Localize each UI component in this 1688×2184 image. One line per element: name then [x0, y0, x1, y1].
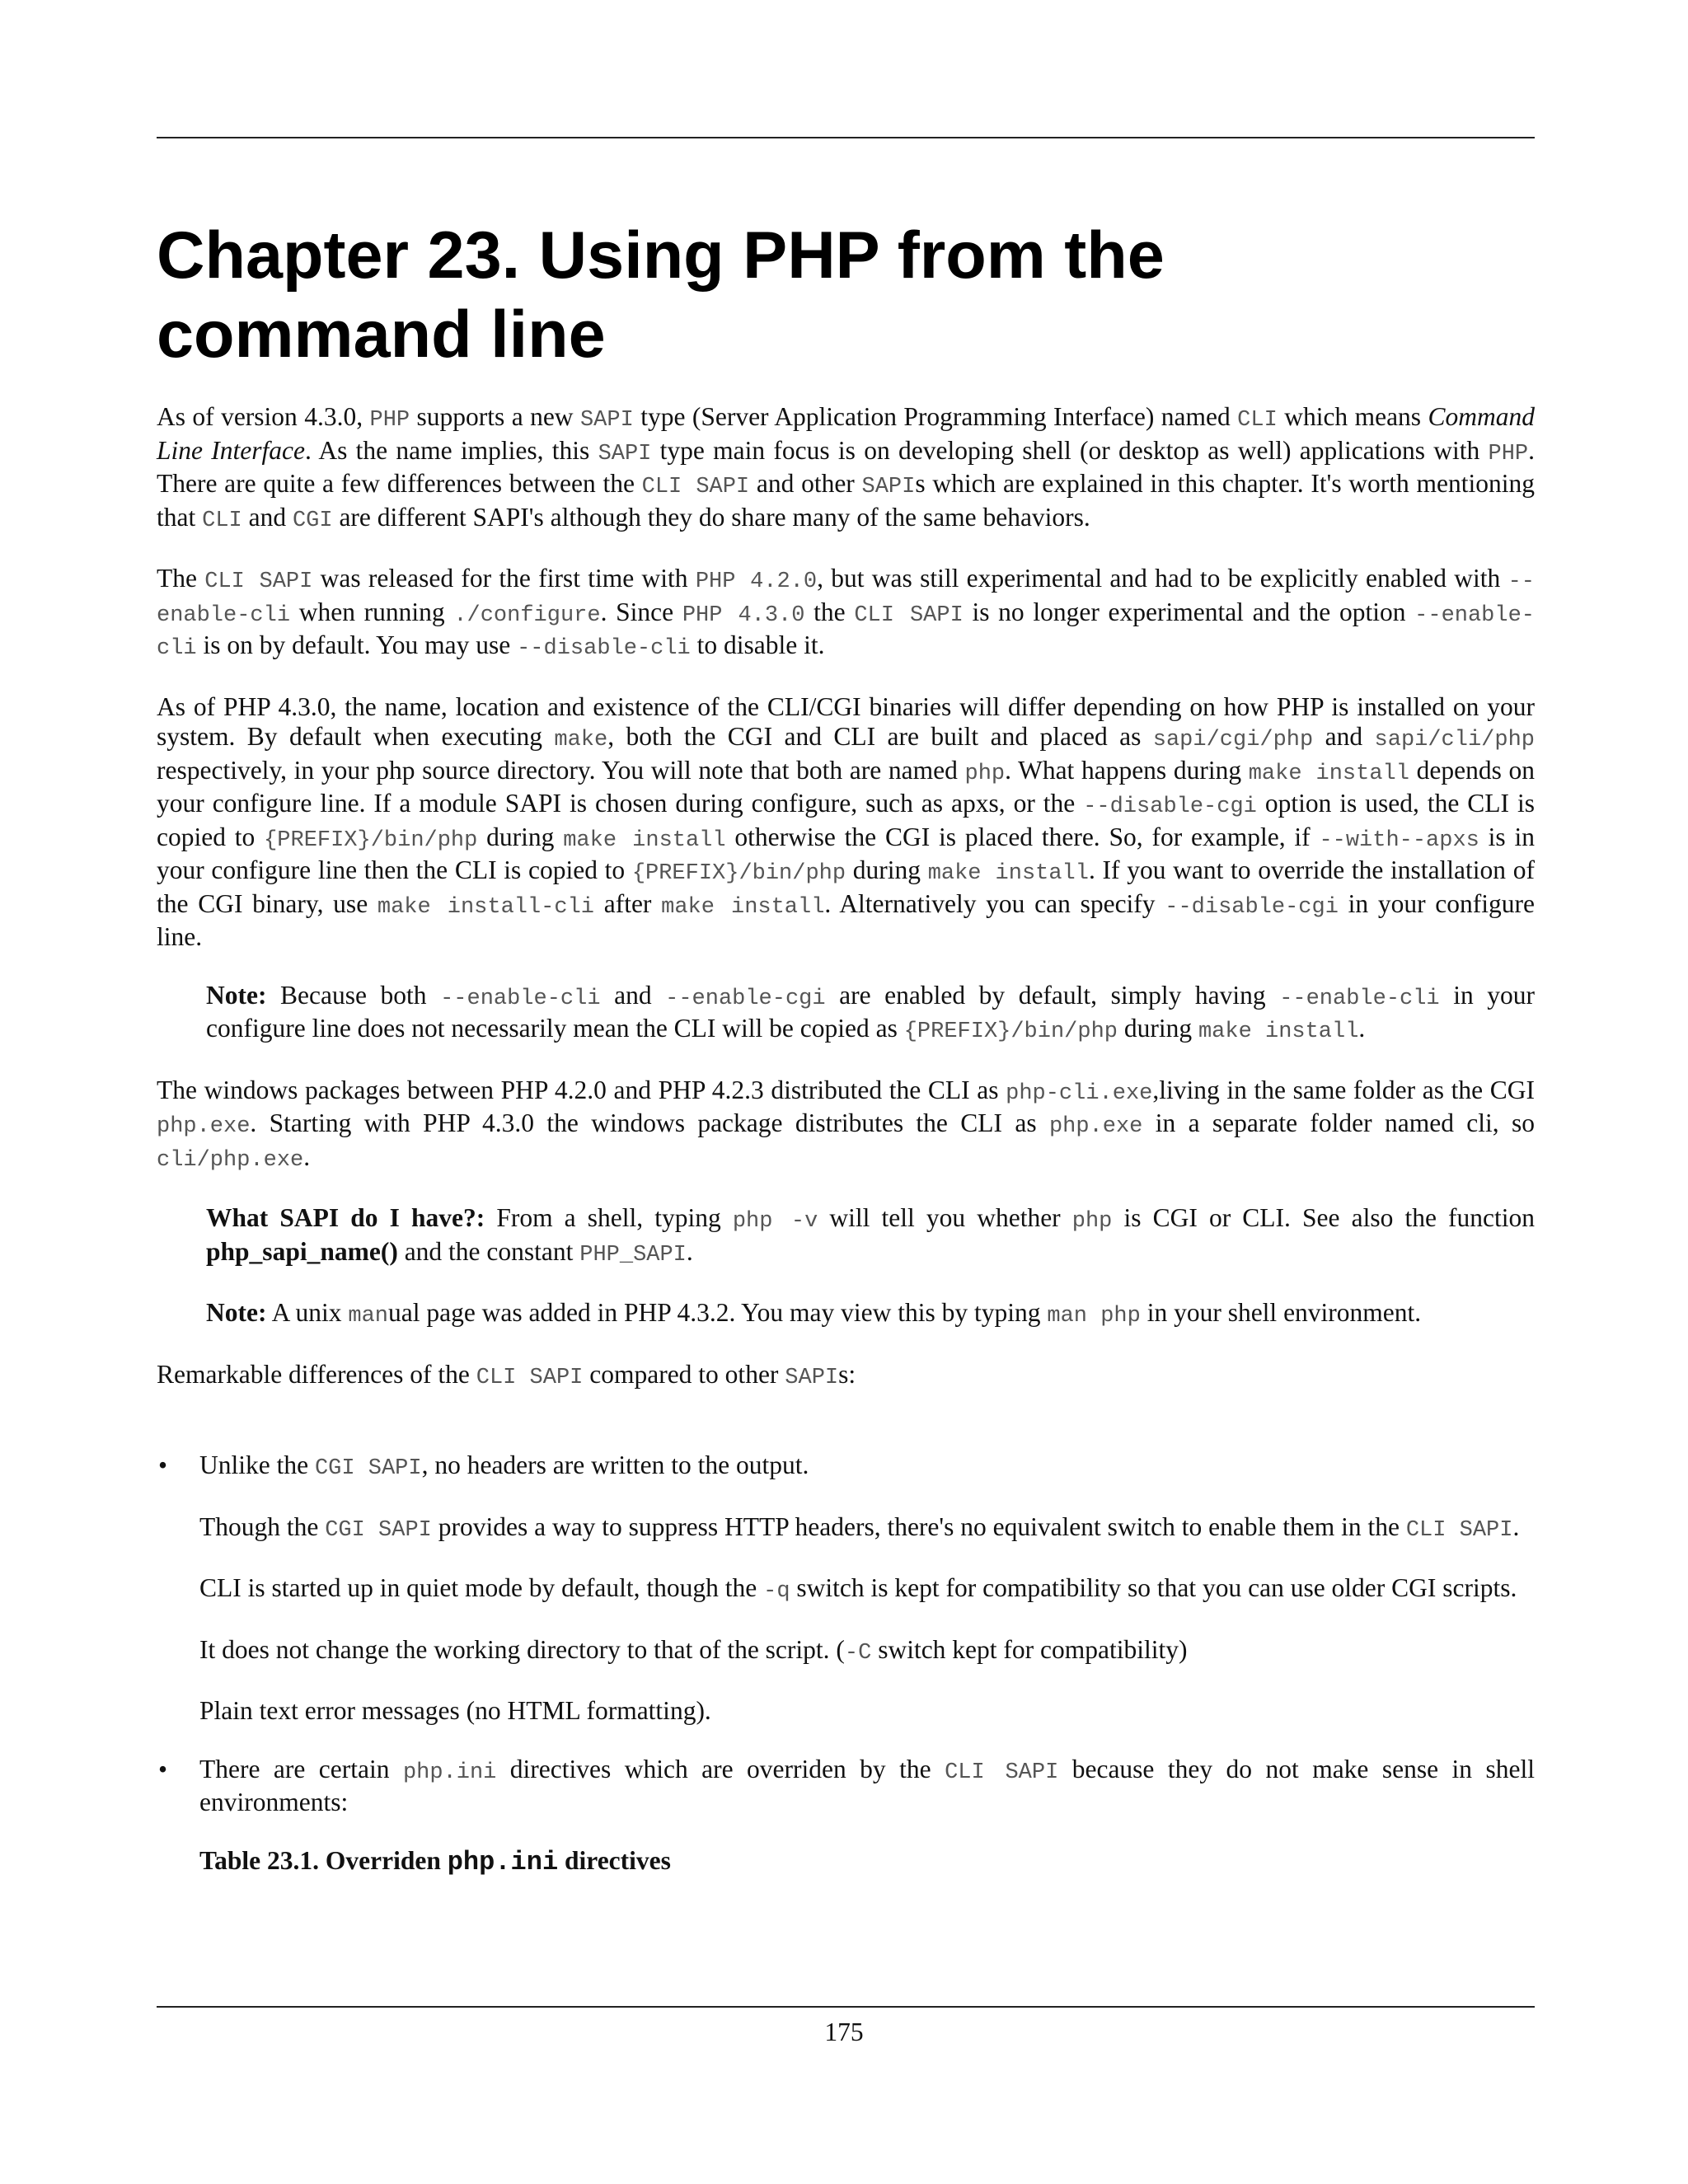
list-item-text: Though the CGI SAPI provides a way to suppress HTTP headers, there's no equivalent switch to enable them in the CLI SAPI.: [199, 1511, 1520, 1543]
note-manual-page: Note: A unix manual page was added in PHP 4.3.2. You may view this by typing man php in your shell environment.: [206, 1298, 1422, 1329]
note-enable-cli: Note: Because both --enable-cli and --enable-cgi are enabled by default, simply having --enable-cli in your configure line does not necessarily mean the CLI will be copied as {PREFIX}/bin/php during make install.: [206, 980, 1535, 1044]
windows-paragraph: The windows packages between PHP 4.2.0 and PHP 4.2.3 distributed the CLI as php-cli.exe,living in the same folder as the CGI php.exe. Starting with PHP 4.3.0 the windows package distributes the CLI as php.exe in a separate folder named cli, so cli/php.exe.: [157, 1075, 1536, 1173]
function-name: php_sapi_name(): [206, 1236, 398, 1266]
page-number: 175: [824, 2018, 864, 2046]
chapter-title: Chapter 23. Using PHP from the command line: [157, 218, 1165, 372]
table-caption: Table 23.1. Overriden php.ini directives: [199, 1845, 671, 1877]
binaries-paragraph: As of PHP 4.3.0, the name, location and existence of the CLI/CGI binaries will differ depending on how PHP is installed on your system. By default when executing make, both the CGI and CLI are built and placed as sapi/cgi/php and sapi/cli/php respectively, in your php source directory. You will note that both are named php. What happens during make install depends on your configure line. If a module SAPI is chosen during configure, such as apxs, or the --disable-cgi option is used, the CLI is copied to {PREFIX}/bin/php during make install otherwise the CGI is placed there. So, for example, if --with--apxs is in your configure line then the CLI is copied to {PREFIX}/bin/php during make install. If you want to override the installation of the CGI binary, use make install-cli after make install. Alternatively you can specify --disable-cgi in your configure line.: [157, 691, 1536, 951]
list-item-text: CLI is started up in quiet mode by default, though the -q switch is kept for compatibility so that you can use older CGI scripts.: [199, 1573, 1517, 1604]
list-item: [157, 1451, 1535, 1727]
note-label: What SAPI do I have?:: [206, 1203, 485, 1232]
list-item-text: Unlike the CGI SAPI, no headers are written to the output.: [199, 1451, 809, 1481]
note-label: Note:: [206, 980, 267, 1010]
list-item-text: Plain text error messages (no HTML formatting).: [199, 1696, 711, 1725]
bullet-icon: •: [158, 1451, 168, 1479]
header-rule: [157, 137, 1535, 138]
note-label: Note:: [206, 1298, 267, 1327]
note-which-sapi: What SAPI do I have?: From a shell, typing php -v will tell you whether php is CGI or CLI. See also the function php_sapi_name() and the constant PHP_SAPI.: [206, 1203, 1536, 1268]
list-item-text: There are certain php.ini directives which are overriden by the CLI SAPI because they do not make sense in shell environments:: [199, 1754, 1535, 1816]
differences-intro: Remarkable differences of the CLI SAPI compared to other SAPIs:: [157, 1359, 856, 1390]
footer-rule: [157, 2006, 1535, 2008]
intro-paragraph: As of version 4.3.0, PHP supports a new SAPI type (Server Application Programming Interface) named CLI which means Command Line Interface. As the name implies, this SAPI type main focus is on developing shell (or desktop as well) applications with PHP. There are quite a few differences between the CLI SAPI and other SAPIs which are explained in this chapter. It's worth mentioning that CLI and CGI are different SAPI's although they do share many of the same behaviors.: [157, 402, 1536, 533]
differences-list: [157, 1451, 1535, 1877]
list-item: [157, 1755, 1535, 1878]
release-paragraph: The CLI SAPI was released for the first time with PHP 4.2.0, but was still experimental and had to be explicitly enabled with --enable-cli when running ./configure. Since PHP 4.3.0 the CLI SAPI is no longer experimental and the option --enable-cli is on by default. You may use --disable-cli to disable it.: [157, 564, 1535, 661]
list-item-text: It does not change the working directory to that of the script. (-C switch kept for compatibility): [199, 1634, 1188, 1666]
bullet-icon: •: [158, 1754, 168, 1783]
page-body: [157, 402, 1535, 1905]
